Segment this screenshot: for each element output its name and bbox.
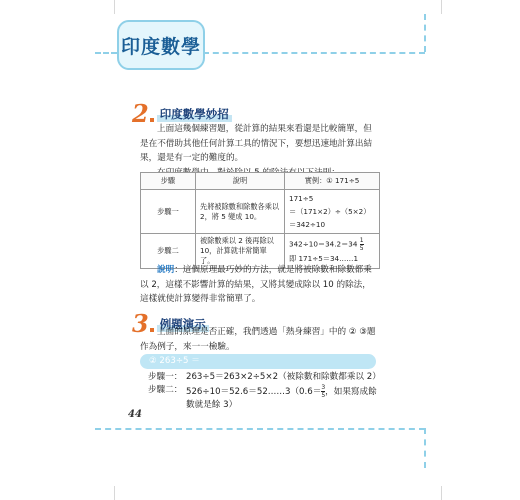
fraction bbox=[360, 237, 364, 252]
table-header: 說明 bbox=[196, 173, 285, 190]
step-text-part: 526÷10＝52.6＝52……3（0.6＝ bbox=[186, 386, 322, 397]
section-title: 印度數學妙招 bbox=[157, 106, 232, 122]
example-line: ＝（171×2）÷（5×2） bbox=[289, 207, 371, 216]
section-number: 3 bbox=[132, 309, 149, 338]
example-header: ② 263÷5 ＝ bbox=[149, 356, 200, 366]
step-text bbox=[186, 384, 377, 399]
explanation-note bbox=[140, 263, 378, 307]
table-header-row bbox=[141, 173, 380, 190]
example-line bbox=[289, 237, 375, 252]
footer-dash-vertical bbox=[424, 428, 426, 468]
crop-mark bbox=[441, 0, 442, 14]
step-row bbox=[148, 371, 380, 384]
step-label: 步驟二： bbox=[148, 384, 183, 395]
example-line: ＝342÷10 bbox=[289, 220, 326, 229]
paragraph: 上面的原理是否正確，我們透過「熱身練習」中的 ② ③題作為例子，來一一檢驗。 bbox=[140, 327, 376, 352]
step-row bbox=[148, 399, 380, 412]
chapter-title-box bbox=[117, 20, 205, 70]
description-cell: 被除數乘以 2 後再除以 10，計算就非常簡單了。 bbox=[196, 234, 285, 269]
header-dash-left bbox=[95, 52, 117, 54]
step-cell: 步驟一 bbox=[141, 190, 196, 234]
footer-dash bbox=[95, 428, 425, 430]
example-steps bbox=[148, 371, 380, 411]
section-3-body bbox=[140, 325, 378, 354]
note-label: 說明 bbox=[157, 265, 175, 275]
step-label: 步驟一： bbox=[148, 372, 183, 382]
step-text-part: ，如果寫成餘 bbox=[325, 386, 377, 397]
note-text: ：這個原理最巧妙的方法，就是將被除數和除數都乘以 2，這樣不影響計算的結果，又將其變成除以 10 的除法，這樣就使計算變得非常簡單了。 bbox=[140, 265, 372, 304]
step-label-spacer bbox=[148, 399, 186, 412]
description-cell: 先將被除數和除數各乘以 2，將 5 變成 10。 bbox=[196, 190, 285, 234]
fraction-denominator: 5 bbox=[359, 245, 364, 252]
section-number: 2 bbox=[132, 99, 149, 128]
fraction-denominator: 5 bbox=[321, 391, 326, 399]
crop-mark bbox=[114, 0, 115, 14]
example-line: 即 171÷5＝34……1 bbox=[289, 254, 359, 263]
paragraph: 上面這幾個練習題，從計算的結果來看還是比較簡單，但是在不借助其他任何計算工具的情況下，要想迅速地計算出結果，還是有一定的難度的。 bbox=[140, 124, 373, 163]
step-row bbox=[148, 384, 380, 399]
section-title: 例題演示 bbox=[157, 316, 209, 332]
example-line: 171÷5 bbox=[289, 194, 314, 203]
fraction-numerator: 3 bbox=[321, 383, 326, 391]
step-text: 263÷5＝263×2÷5×2（被除數和除數都乘以 2） bbox=[186, 372, 381, 382]
chapter-title: 印度數學 bbox=[120, 35, 201, 58]
table-header: 實例：① 171÷5 bbox=[285, 173, 380, 190]
step-cell: 步驟二 bbox=[141, 234, 196, 269]
crop-mark bbox=[114, 486, 115, 500]
page-number: 44 bbox=[128, 409, 142, 420]
fraction-numerator: 1 bbox=[359, 237, 364, 244]
steps-table bbox=[140, 172, 380, 269]
crop-mark bbox=[441, 486, 442, 500]
table-row bbox=[141, 190, 380, 234]
example-header-bar bbox=[140, 354, 376, 369]
example-text: 342÷10＝34.2＝34 bbox=[289, 239, 358, 249]
header-dash-vertical bbox=[424, 14, 426, 52]
step-text: 數就是餘 3） bbox=[186, 399, 238, 410]
example-cell bbox=[285, 190, 380, 234]
table-header: 步驟 bbox=[141, 173, 196, 190]
header-dash-right bbox=[203, 52, 425, 54]
